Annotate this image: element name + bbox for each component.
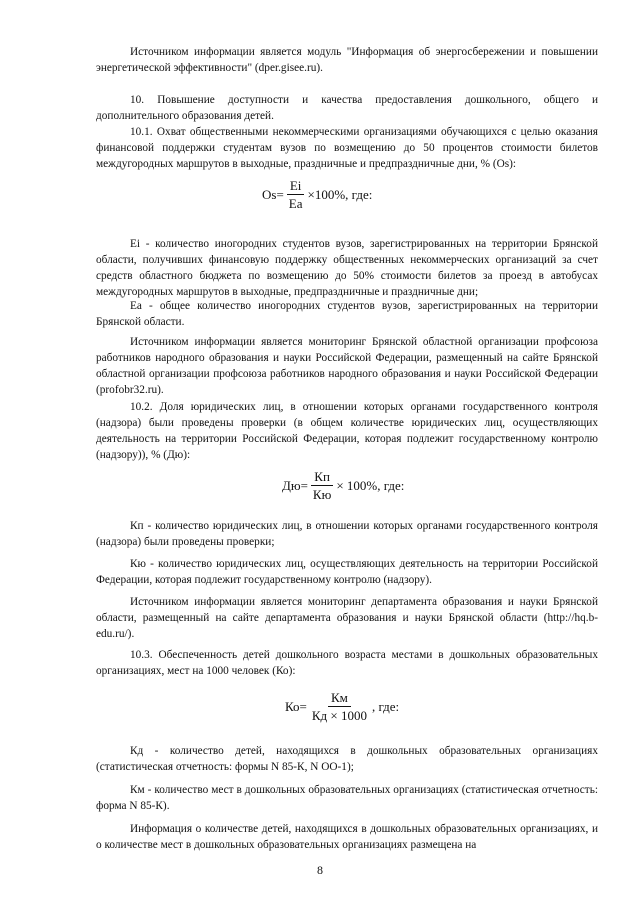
formula-os-denominator: Ea [288,196,303,211]
paragraph-km-definition: Км - количество мест в дошкольных образовательных организациях (статистическая отчетность: форма N 85-К). [96,784,598,812]
paragraph-source-department: Источником информации является мониторинг департамента образования и науки Брянской области, размещенный на сайте департамента образования и науки Брянской области (http://hq.b-edu.ru/). [96,596,598,640]
formula-ko-numerator: Км [328,690,351,707]
formula-os [262,178,372,211]
formula-ko-fraction [309,690,370,723]
formula-du-fraction [310,469,334,502]
formula-ko-rhs: , где: [371,698,400,714]
formula-ko [285,690,399,723]
paragraph-kyu-definition: Кю - количество юридических лиц, осуществляющих деятельность на территории Российской Федерации, которая подлежит государственному контролю (надзору). [96,558,598,586]
formula-du [282,469,404,502]
paragraph-10-3: 10.3. Обеспеченность детей дошкольного возраста местами в дошкольных образовательных организациях, мест на 1000 человек (Ко): [96,649,598,677]
paragraph-kp-definition: Кп - количество юридических лиц, в отношении которых органами государственного контроля (надзора) были проведены проверки; [96,520,598,548]
page-number: 8 [317,863,323,877]
formula-du-lhs: Дю= [282,477,308,493]
formula-os-rhs: ×100%, где: [307,186,373,202]
paragraph-kd-definition: Кд - количество детей, находящихся в дошкольных образовательных организациях (статистическая отчетность: формы N 85-К, N ОО-1); [96,745,598,773]
formula-ko-lhs: Ко= [285,698,307,714]
paragraph-ea-definition: Ea - общее количество иногородних студентов вузов, зарегистрированных на территории Брянской области. [96,300,598,328]
formula-os-numerator: Ei [287,178,305,195]
formula-os-lhs: Os= [262,186,284,202]
paragraph-10-1: 10.1. Охват общественными некоммерческими организациями обучающихся с целью оказания финансовой поддержки студентам вузов по возмещению до 50 процентов стоимости билетов междугородных маршрутов в выходные, праздничные и предпраздничные дни, % (Os): [96,126,598,170]
formula-du-rhs: × 100%, где: [336,477,405,493]
formula-du-denominator: Кю [312,487,332,502]
formula-du-numerator: Кп [311,469,333,486]
paragraph-section-10: 10. Повышение доступности и качества предоставления дошкольного, общего и дополнительного образования детей. [96,94,598,122]
paragraph-10-2: 10.2. Доля юридических лиц, в отношении которых органами государственного контроля (надзора) были проведены проверки (в общем количестве юридических лиц, осуществляющих деятельность на территории Российской Федерации, которая подлежит государственному контролю (надзору)), % (Дю): [96,401,598,461]
formula-ko-denominator: Кд × 1000 [311,708,367,723]
formula-os-fraction [286,178,306,211]
paragraph-ei-definition: Ei - количество иногородних студентов вузов, зарегистрированных на территории Брянской области, получивших финансовую поддержку общественных некоммерческих организаций за счет средств областного бюджета по возмещению до 50% стоимости билетов за проезд в автобусах междугородных маршрутов в выходные, предпраздничные и праздничные дни; [96,238,598,298]
paragraph-source-profobr: Источником информации является мониторинг Брянской областной организации профсоюза работников народного образования и науки Российской Федерации, размещенный на сайте Брянской областной организации профсоюза работников народного образования и науки Российской Федерации (profobr32.ru). [96,336,598,396]
paragraph-source-energy: Источником информации является модуль "Информация об энергосбережении и повышении энергетической эффективности" (dper.gisee.ru). [96,46,598,74]
paragraph-info-children: Информация о количестве детей, находящихся в дошкольных образовательных организациях, и о количестве мест в дошкольных образовательных организациях размещена на [96,823,598,851]
